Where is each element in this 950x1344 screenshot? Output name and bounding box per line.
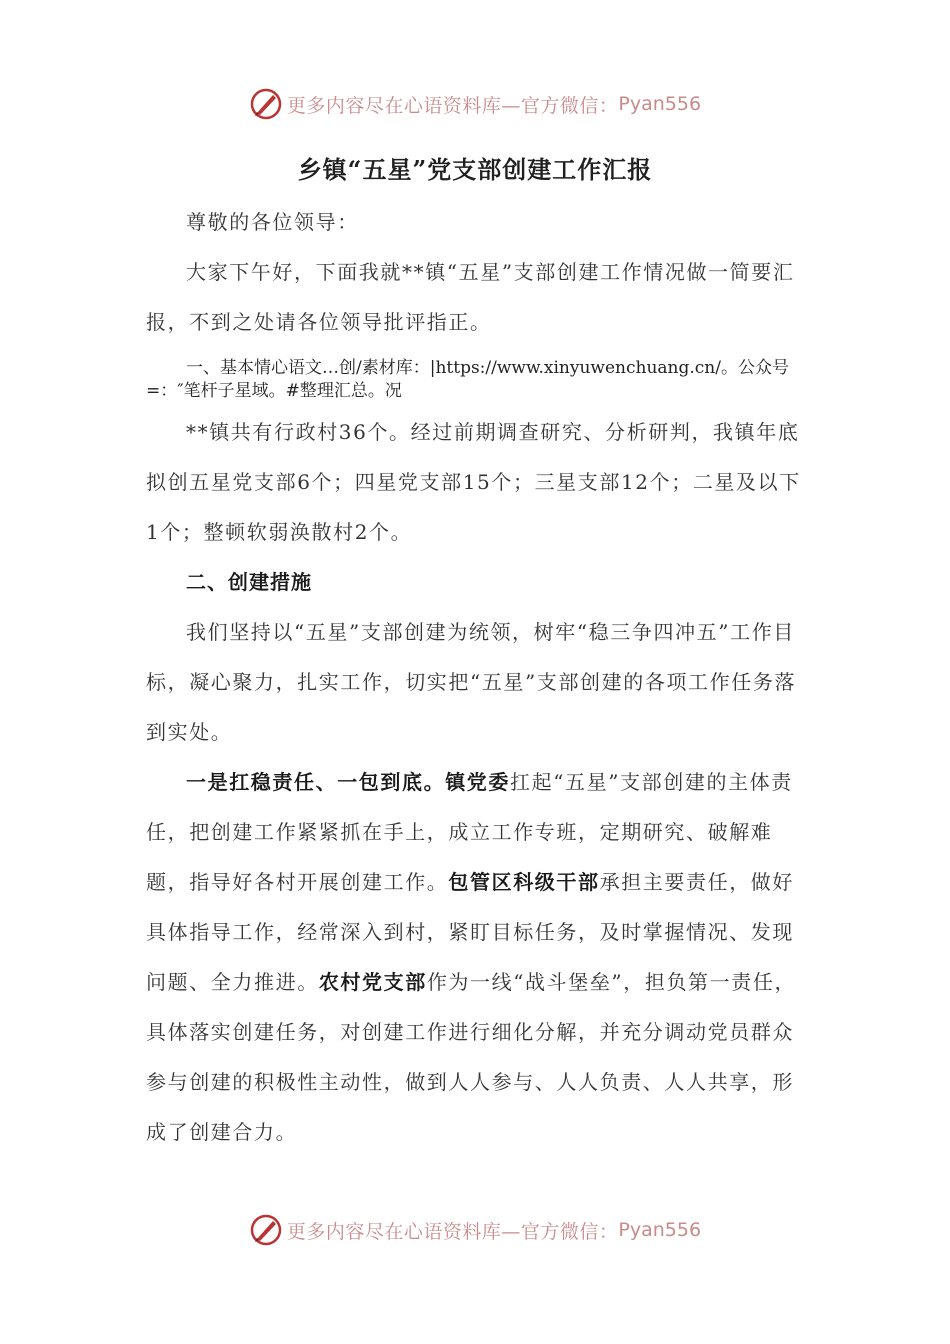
point1-paragraph <box>146 757 806 1157</box>
point1-text-1: 扛起“五星”支部创建的主体责任，把创建工作紧紧抓在手上，成立工作专班，定期研究、破解难题，指导好各村开展创建工作。 <box>146 770 793 894</box>
pen-logo-icon <box>249 87 283 121</box>
watermark-wechat-id: Pyan556 <box>618 1219 702 1241</box>
point1-lead: 一是扛稳责任、一包到底。 <box>186 770 446 794</box>
greeting: 尊敬的各位领导： <box>186 210 359 234</box>
pen-logo-icon <box>249 1213 283 1247</box>
document-body <box>146 197 806 1157</box>
section2-heading: 二、创建措施 <box>186 570 312 594</box>
point1-subject-2: 包管区科级干部 <box>448 870 600 894</box>
section1-body: **镇共有行政村36个。经过前期调查研究、分析研判，我镇年底拟创五星党支部6个；四星党支部15个；三星支部12个；二星及以下1个；整顿软弱涣散村2个。 <box>146 420 801 544</box>
section1-heading-line: 一、基本情心语文…创/素材库：|https://www.xinyuwenchuang.cn/。公众号=：″笔杆子星域。#整理汇总。况 <box>146 358 789 401</box>
watermark-text: 更多内容尽在心语资料库—官方微信： <box>286 1220 619 1243</box>
watermark-banner-bottom <box>0 1210 950 1250</box>
section2-body: 我们坚持以“五星”支部创建为统领，树牢“稳三争四冲五”工作目标，凝心聚力，扎实工作，切实把“五星”支部创建的各项工作任务落到实处。 <box>146 620 797 744</box>
point1-text-2: 承担主要责任，做好具体指导工作，经常深入到村，紧盯目标任务，及时掌握情况、发现问题、全力推进。 <box>146 870 795 994</box>
document-title: 乡镇“五星”党支部创建工作汇报 <box>297 155 653 184</box>
watermark-banner-top <box>0 84 950 124</box>
watermark-wechat-id: Pyan556 <box>618 93 702 115</box>
watermark-text: 更多内容尽在心语资料库—官方微信： <box>286 94 619 117</box>
point1-subject-1: 镇党委 <box>445 770 511 794</box>
intro-paragraph: 大家下午好，下面我就**镇“五星”支部创建工作情况做一简要汇报，不到之处请各位领导批评指正。 <box>146 260 795 334</box>
point1-subject-3: 农村党支部 <box>318 970 427 994</box>
point1-text-3: 作为一线“战斗堡垒”，担负第一责任，具体落实创建任务，对创建工作进行细化分解，并充分调动党员群众参与创建的积极性主动性，做到人人参与、人人负责、人人共享，形成了创建合力。 <box>146 970 797 1144</box>
